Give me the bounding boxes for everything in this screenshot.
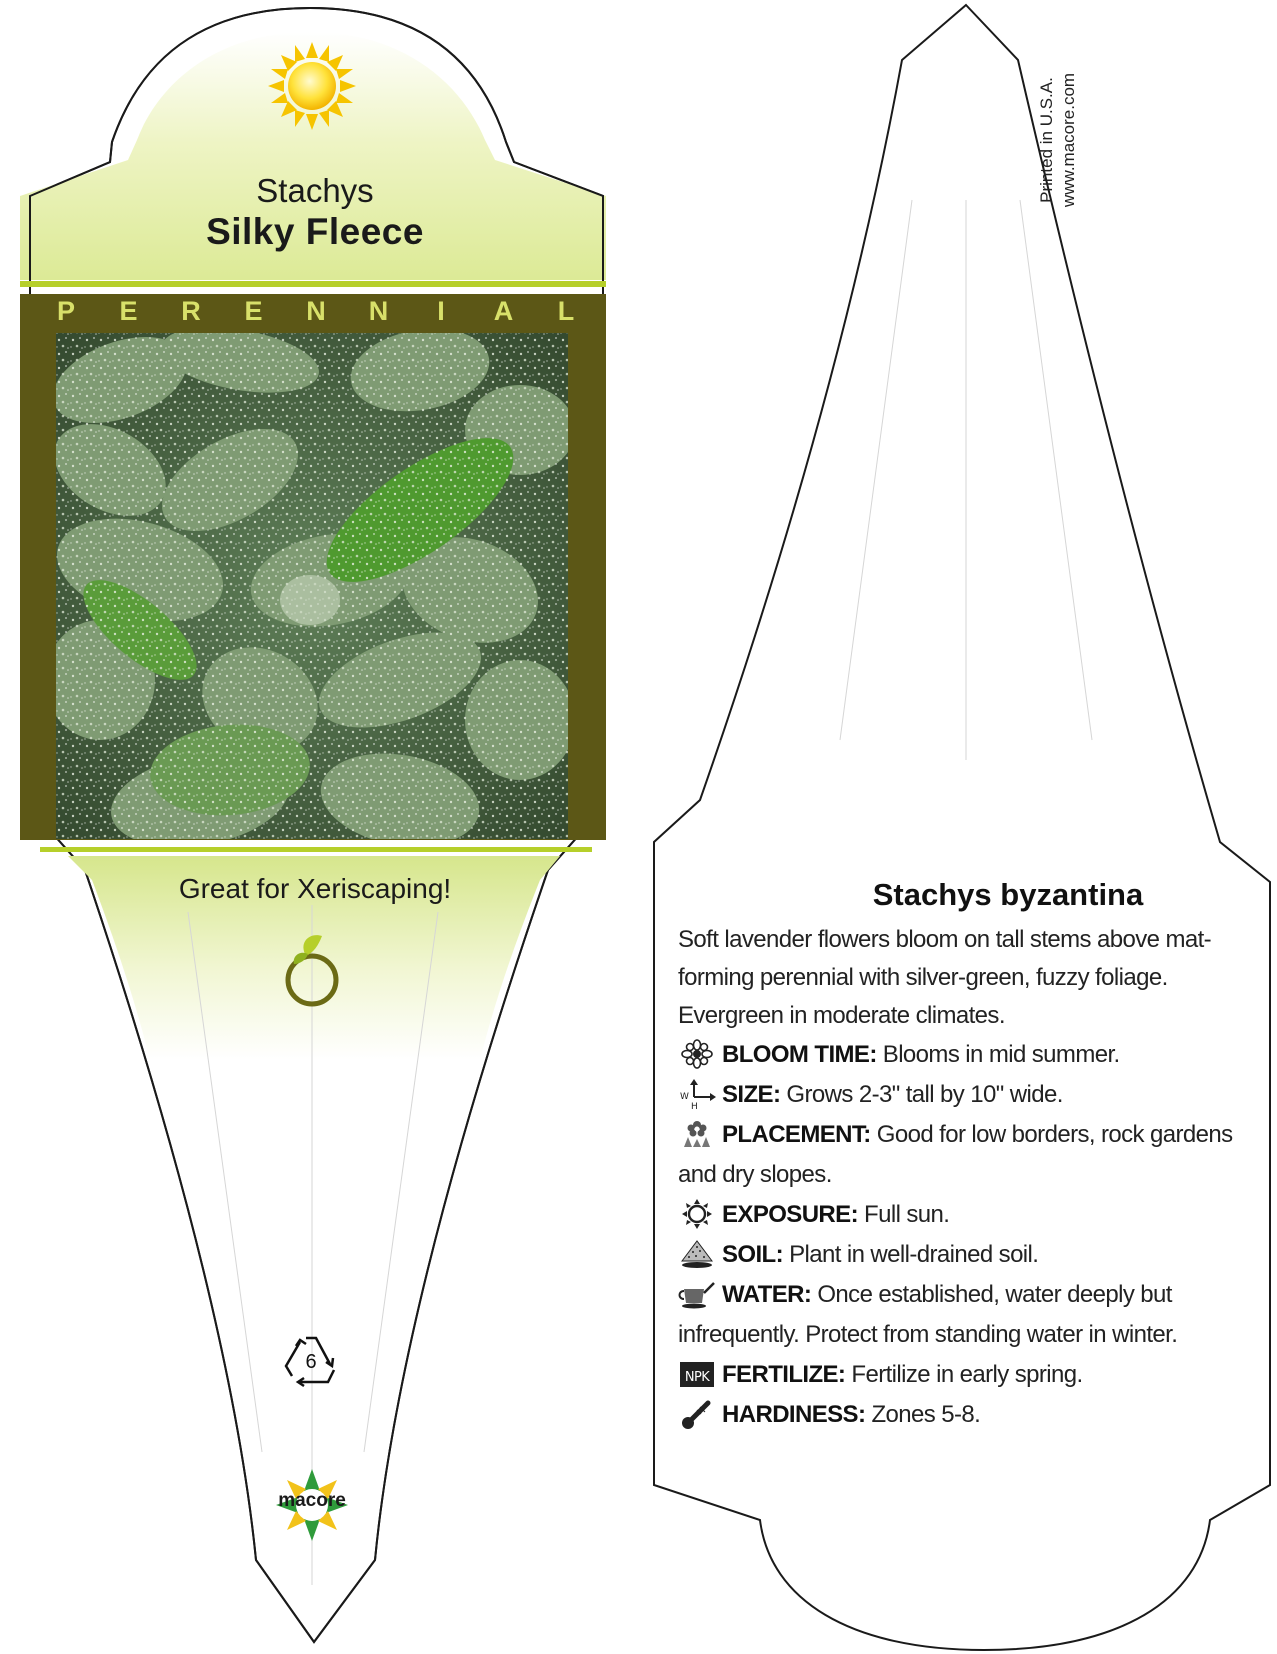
category-letter: E	[244, 296, 263, 326]
full-sun-icon	[268, 42, 356, 130]
care-label: BLOOM TIME:	[722, 1041, 877, 1068]
category-letter: R	[181, 296, 201, 326]
plant-cultivar: Silky Fleece	[206, 211, 424, 252]
care-label: EXPOSURE:	[722, 1201, 858, 1228]
category-letter: A	[493, 296, 514, 326]
size-h-label: H	[691, 1102, 698, 1109]
thermometer-icon	[678, 1399, 716, 1429]
tagline: Great for Xeriscaping!	[178, 873, 452, 904]
care-row-soil	[678, 1235, 1268, 1275]
care-instructions	[678, 877, 1268, 1435]
care-row-bloom	[678, 1035, 1268, 1075]
size-w-label: W	[680, 1092, 689, 1102]
printer-website: www.macore.com	[1059, 72, 1078, 208]
accent-line-top	[20, 281, 606, 287]
plant-photo	[38, 317, 575, 860]
care-label: PLACEMENT:	[722, 1121, 871, 1148]
care-row-water	[678, 1275, 1268, 1355]
npk-label: NPK	[684, 1370, 710, 1385]
care-row-fertilize	[678, 1355, 1268, 1395]
accent-line-bottom	[40, 847, 592, 852]
care-text: Once established, water deeply but infrequently. Protect from standing water in winter.	[678, 1281, 1178, 1348]
sun-icon	[678, 1199, 716, 1229]
npk-icon	[678, 1359, 716, 1389]
recycle-code: 6	[305, 1351, 317, 1373]
printed-in: Printed in U.S.A.	[1037, 77, 1056, 203]
category-letter: E	[119, 296, 138, 326]
watering-can-icon	[678, 1279, 716, 1309]
care-label: SOIL:	[722, 1241, 783, 1268]
category-letter: L	[557, 296, 575, 326]
care-text: Plant in well-drained soil.	[789, 1241, 1039, 1268]
flower-icon	[678, 1039, 716, 1069]
plant-genus: Stachys	[256, 172, 374, 209]
care-text: Good for low borders, rock gardens and dry slopes.	[678, 1121, 1233, 1188]
care-row-exposure	[678, 1195, 1268, 1235]
placement-icon	[678, 1119, 716, 1149]
category-letter: P	[56, 296, 75, 326]
plant-category	[56, 296, 576, 327]
brand-logo-text: macore	[278, 1490, 346, 1511]
printer-credit	[1036, 50, 1080, 230]
care-text: Fertilize in early spring.	[851, 1361, 1083, 1388]
care-text: Full sun.	[864, 1201, 950, 1228]
soil-icon	[678, 1239, 716, 1269]
care-label: SIZE:	[722, 1081, 781, 1108]
care-row-placement	[678, 1115, 1268, 1195]
category-letter: I	[437, 296, 445, 326]
care-text: Blooms in mid summer.	[882, 1041, 1120, 1068]
care-text: Zones 5-8.	[871, 1401, 981, 1428]
category-letter: N	[368, 296, 389, 326]
care-row-hardiness	[678, 1395, 1268, 1435]
plant-description: Soft lavender flowers bloom on tall stems above mat-forming perennial with silver-green, fuzzy foliage. Evergreen in moderate climates.	[678, 926, 1212, 1029]
size-icon	[678, 1079, 716, 1109]
care-label: FERTILIZE:	[722, 1361, 846, 1388]
care-row-size	[678, 1075, 1268, 1115]
care-label: WATER:	[722, 1281, 812, 1308]
care-label: HARDINESS:	[722, 1401, 866, 1428]
care-text: Grows 2-3" tall by 10" wide.	[786, 1081, 1063, 1108]
botanical-name: Stachys byzantina	[872, 877, 1144, 912]
category-letter: N	[306, 296, 326, 326]
